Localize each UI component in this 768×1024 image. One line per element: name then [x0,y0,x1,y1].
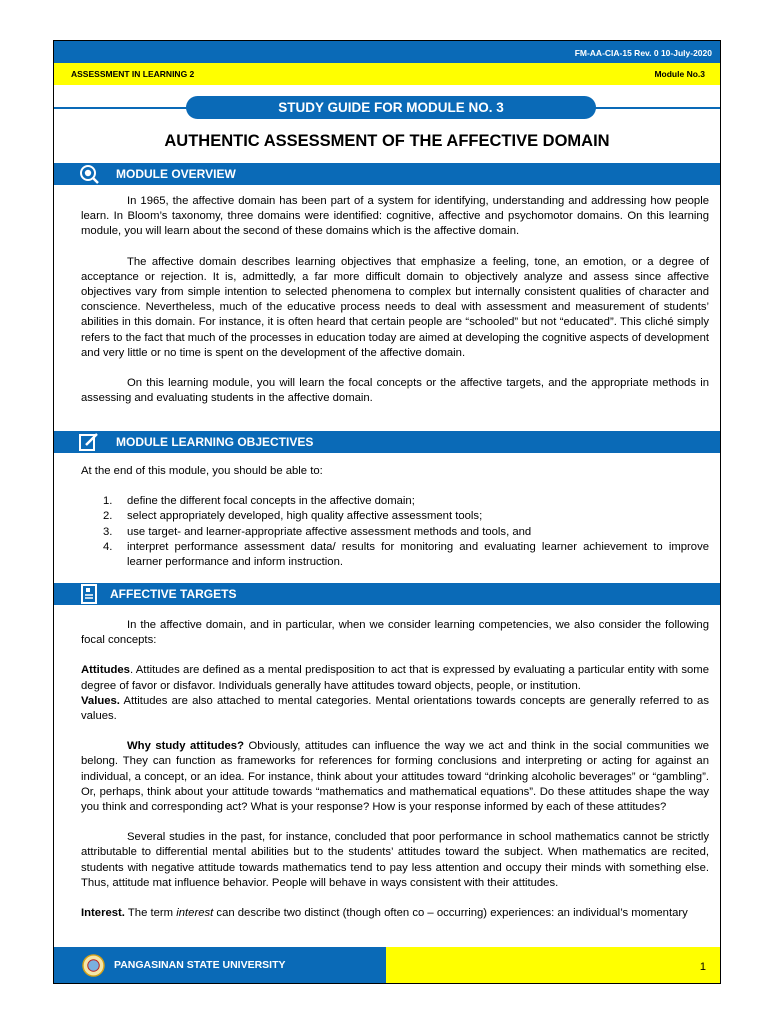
course-name: ASSESSMENT IN LEARNING 2 [71,69,195,79]
clipboard-icon [78,584,100,604]
list-item: 4. interpret performance assessment data/ results for monitoring and evaluating learner achievement to improve learner performance and inform instruction. [103,540,709,569]
course-bar [54,63,720,85]
overview-text [81,194,709,406]
paragraph: On this learning module, you will learn the focal concepts or the affective targets, and the appropriate methods in assessing and evaluating students in the affective domain. [81,377,709,405]
footer-university [54,947,386,983]
list-item: 1. define the different focal concepts in the affective domain; [103,495,415,508]
paragraph-values: Values. Attitudes are also attached to mental categories. Mental orientations towards concepts are generally referred to as values. [81,694,709,723]
section-header-overview [54,163,720,185]
paragraph-why: Why study attitudes? Obviously, attitudes can influence the way we act and think in the social communities we belong. They can function as frameworks for references for forming conclusions and interpreting or acting for against an individual, a concept, or an idea. For instance, think about your attitudes toward “drinking alcoholic beverages” or “gambling”. Or, perhaps, think about your attitude towards “mathematics and mathematical equations”. Do these attitudes shape the way you think and corresponding act? What is your response? How is your response informed by each of these attitudes? [81,740,709,814]
study-guide-banner: STUDY GUIDE FOR MODULE NO. 3 [186,96,596,119]
objectives-text [81,464,709,570]
objectives-list [81,494,709,570]
objectives-intro: At the end of this module, you should be able to: [81,465,323,477]
edit-icon [78,432,100,452]
section-header-targets [54,583,720,605]
page-title: AUTHENTIC ASSESSMENT OF THE AFFECTIVE DOMAIN [164,132,610,150]
section-title: AFFECTIVE TARGETS [110,587,237,601]
section-title: MODULE LEARNING OBJECTIVES [116,435,314,449]
paragraph-attitudes: Attitudes. Attitudes are defined as a mental predisposition to act that is expressed by evaluating a particular entity with some degree of favor or disfavor. Individuals generally have attitudes toward objects, people, or institution. [81,664,709,692]
paragraph: The affective domain describes learning objectives that emphasize a feeling, tone, an emotion, or a degree of acceptance or rejection. It is, admittedly, a far more difficult domain to objectively analyze and assess since affective objectives vary from simple intention to selected phenomena to complex but internally consistent qualities of character and conscience. Nevertheless, much of the educative process needs to deal with assessment and measurement of students’ abilities in this domain. For instance, it is often heard that certain people are “schooled” but not “educated”. This cliché simply refers to the fact that much of the processes in education today are aimed at developing the cognitive aspects of development and very little or no time is spent on the development of the affective domain. [81,255,709,359]
paragraph: Several studies in the past, for instance, concluded that poor performance in school mathematics cannot be strictly attributable to differential mental abilities but to the students’ attitudes toward the subject. When mathematics are recited, students with negative attitude towards mathematics tend to pay less attention and occupy their minds with something else. Thus, attitude mat influence behavior. People will behave in ways consistent with their attitudes. [81,831,709,889]
page-number: 1 [386,947,720,983]
list-item: 2. select appropriately developed, high quality affective assessment tools; [103,510,483,523]
module-number: Module No.3 [654,69,705,79]
section-header-objectives [54,431,720,453]
list-item: 3. use target- and learner-appropriate affective assessment methods and tools, and [103,525,532,538]
paragraph: In 1965, the affective domain has been part of a system for identifying, understanding and addressing how people learn. In Bloom’s taxonomy, three domains were identified: cognitive, affective and psychomotor domains. On this learning module, you will learn about the second of these domains which is the affective domain. [81,195,709,238]
paragraph-interest: Interest. The term interest can describe two distinct (though often co – occurring) experiences: an individual’s momentary [81,907,688,920]
paragraph: In the affective domain, and in particular, when we consider learning competencies, we also consider the following focal concepts: [81,619,709,647]
university-name: PANGASINAN STATE UNIVERSITY [114,959,286,971]
university-seal-icon [82,954,105,977]
document-page [53,40,721,984]
page-footer [54,947,720,983]
form-code: FM-AA-CIA-15 Rev. 0 10-July-2020 [54,41,720,63]
targets-text [81,618,709,921]
search-icon [78,164,100,184]
section-title: MODULE OVERVIEW [116,167,236,181]
